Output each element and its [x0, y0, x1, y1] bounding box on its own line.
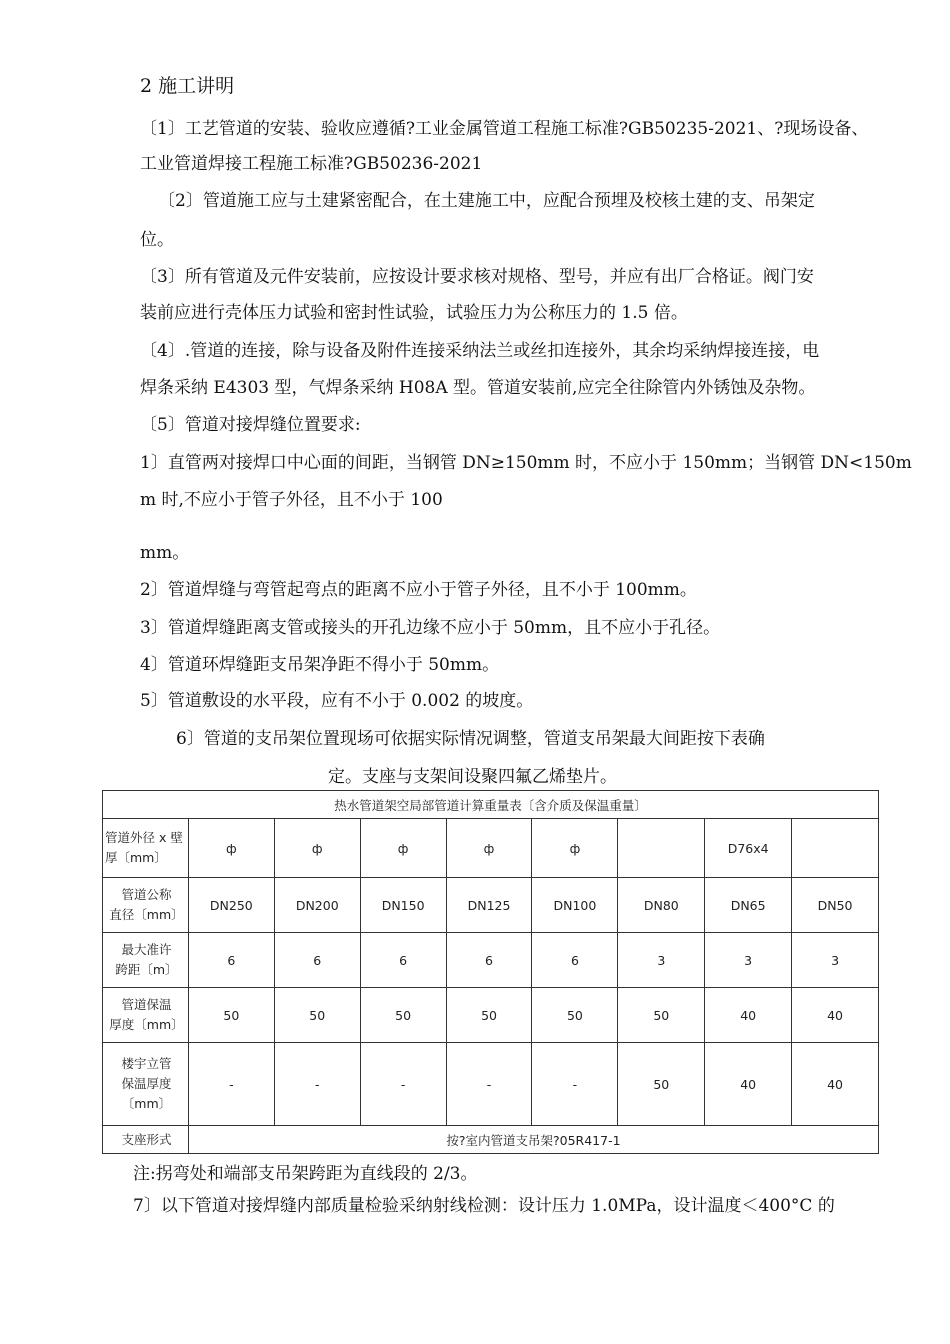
row-header-line: 厚度〔mm〕 [109, 1017, 184, 1032]
table-cell: 50 [532, 988, 618, 1043]
table-cell: ф [532, 819, 618, 878]
paragraph-2-line-1: 〔2〕管道施工应与土建紧密配合，在土建施工中，应配合预埋及校核土建的支、吊架定 [158, 191, 815, 211]
item-2: 2〕管道焊缝与弯管起弯点的距离不应小于管子外径，且不小于 100mm。 [140, 580, 697, 600]
table-row [103, 933, 879, 988]
row-header-line: 厚〔mm〕 [105, 850, 167, 865]
table-cell: ф [360, 819, 446, 878]
item-5: 5〕管道敷设的水平段，应有不小于 0.002 的坡度。 [140, 691, 534, 711]
table-cell: 6 [446, 933, 532, 988]
table-cell: DN125 [446, 878, 532, 933]
item-6-line-1: 6〕管道的支吊架位置现场可依据实际情况调整，管道支吊架最大间距按下表确 [176, 729, 765, 749]
table-cell: 6 [360, 933, 446, 988]
table-cell: - [188, 1043, 274, 1126]
row-header-line: 楼宇立管 [121, 1056, 172, 1071]
item-7-line-1: 7〕以下管道对接焊缝内部质量检验采纳射线检测：设计压力 1.0MPa，设计温度＜400°C 的 [133, 1196, 835, 1216]
table-cell: DN250 [188, 878, 274, 933]
paragraph-4-line-2: 焊条采纳 E4303 型，气焊条采纳 H08A 型。管道安装前,应完全往除管内外锈蚀及杂物。 [140, 378, 816, 398]
table-cell: 6 [532, 933, 618, 988]
table-cell: - [274, 1043, 360, 1126]
table-cell: DN80 [618, 878, 705, 933]
paragraph-2-line-2: 位。 [140, 230, 174, 250]
row-header-line: 最大准许 [121, 942, 172, 957]
support-type-value: 按?室内管道支吊架?05R417-1 [188, 1126, 878, 1154]
paragraph-4-line-1: 〔4〕.管道的连接，除与设备及附件连接采纳法兰或丝扣连接外，其余均采纳焊接连接，电 [140, 341, 820, 361]
table-cell: DN65 [705, 878, 792, 933]
section-title: 2 施工讲明 [140, 75, 235, 97]
paragraph-3-line-1: 〔3〕所有管道及元件安装前，应按设计要求核对规格、型号，并应有出厂合格证。阀门安 [140, 267, 814, 287]
table-cell: 3 [792, 933, 879, 988]
row-header-support-type: 支座形式 [103, 1126, 189, 1154]
paragraph-1-line-2: 工业管道焊接工程施工标准?GB50236-2021 [140, 154, 483, 174]
row-header-insulation [103, 988, 189, 1043]
table-row [103, 1043, 879, 1126]
table-cell: DN200 [274, 878, 360, 933]
table-cell: D76x4 [705, 819, 792, 878]
table-cell: 40 [705, 988, 792, 1043]
item-6-line-2: 定。支座与支架间设聚四氟乙烯垫片。 [328, 767, 617, 787]
table-cell: 50 [360, 988, 446, 1043]
table-row [103, 1126, 879, 1154]
table-row [103, 988, 879, 1043]
table-cell: 50 [618, 1043, 705, 1126]
item-1-line-1: 1〕直管两对接焊口中心面的间距，当钢管 DN≥150mm 时，不应小于 150mm；当钢管 DN<150m [140, 453, 912, 473]
table-cell: 50 [618, 988, 705, 1043]
item-1-line-3: mm。 [140, 543, 190, 563]
item-1-line-2: m 时,不应小于管子外径，且不小于 100 [140, 490, 443, 510]
table-cell: 3 [618, 933, 705, 988]
row-header-line: 保温厚度 [121, 1076, 172, 1091]
table-cell: 40 [705, 1043, 792, 1126]
table-title-row [103, 791, 879, 819]
table-title: 热水管道架空局部管道计算重量表〔含介质及保温重量〕 [103, 791, 879, 819]
table-cell: 50 [274, 988, 360, 1043]
row-header-line: 管道保温 [121, 997, 172, 1012]
row-header-line: 管道公称 [121, 887, 172, 902]
table-cell: DN100 [532, 878, 618, 933]
row-header-outer-diameter [103, 819, 189, 878]
table-row [103, 878, 879, 933]
table-cell: - [360, 1043, 446, 1126]
table-cell: 40 [792, 1043, 879, 1126]
paragraph-3-line-2: 装前应进行壳体压力试验和密封性试验，试验压力为公称压力的 1.5 倍。 [140, 303, 688, 323]
table-cell: DN50 [792, 878, 879, 933]
row-header-line: 跨距〔m〕 [115, 962, 178, 977]
row-header-line: 管道外径 x 壁 [105, 830, 183, 845]
table-cell: ф [188, 819, 274, 878]
table-cell: - [446, 1043, 532, 1126]
paragraph-1-line-1: 〔1〕工艺管道的安装、验收应遵循?工业金属管道工程施工标准?GB50235-2021、?现场设备、 [140, 119, 869, 139]
row-header-riser-insulation [103, 1043, 189, 1126]
item-4: 4〕管道环焊缝距支吊架净距不得小于 50mm。 [140, 655, 500, 675]
table-cell: ф [274, 819, 360, 878]
table-cell: 50 [446, 988, 532, 1043]
row-header-line: 〔mm〕 [121, 1096, 172, 1111]
table-cell: 50 [188, 988, 274, 1043]
pipe-weight-table [102, 790, 879, 1154]
table-cell: 6 [188, 933, 274, 988]
row-header-nominal-diameter [103, 878, 189, 933]
table-cell: ф [446, 819, 532, 878]
table-cell [618, 819, 705, 878]
paragraph-5: 〔5〕管道对接焊缝位置要求: [140, 415, 361, 435]
table-cell: 40 [792, 988, 879, 1043]
item-3: 3〕管道焊缝距离支管或接头的开孔边缘不应小于 50mm，且不应小于孔径。 [140, 618, 721, 638]
table-row [103, 819, 879, 878]
table-cell: - [532, 1043, 618, 1126]
table-cell: DN150 [360, 878, 446, 933]
row-header-line: 直径〔mm〕 [109, 907, 184, 922]
table-cell: 6 [274, 933, 360, 988]
table-cell: 3 [705, 933, 792, 988]
table-note: 注:拐弯处和端部支吊架跨距为直线段的 2/3。 [133, 1164, 478, 1184]
table-cell [792, 819, 879, 878]
row-header-max-span [103, 933, 189, 988]
